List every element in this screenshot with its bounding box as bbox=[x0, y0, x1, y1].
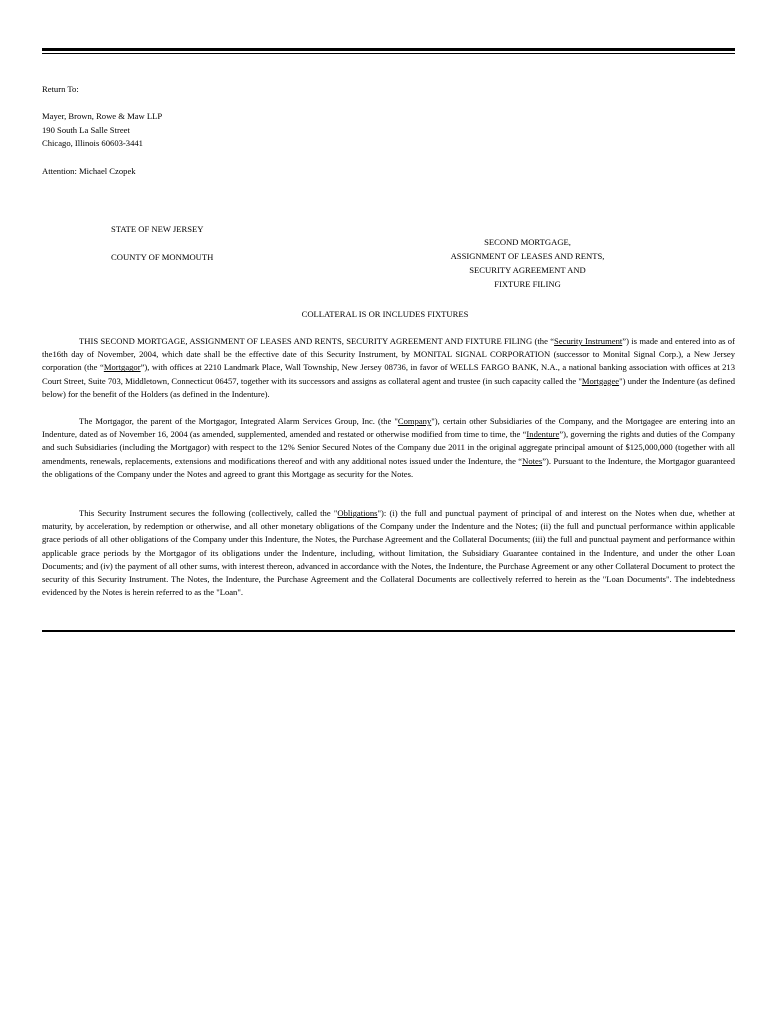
para3-text-1: This Security Instrument secures the following (collectively, called the " bbox=[79, 508, 338, 518]
title-line-3: SECURITY AGREEMENT AND bbox=[469, 265, 586, 275]
defined-term-obligations: Obligations bbox=[337, 508, 378, 518]
firm-street: 190 South La Salle Street bbox=[42, 125, 130, 135]
defined-term-mortgagor: Mortgagor bbox=[103, 362, 141, 373]
attention-line: Attention: Michael Czopek bbox=[42, 166, 136, 176]
para1-text-1: THIS SECOND MORTGAGE, ASSIGNMENT OF LEASES AND RENTS, SECURITY AGREEMENT AND FIXTURE FILING (the “ bbox=[79, 336, 555, 346]
para2-text-3: ”), governing the rights and duties of the Company and such Subsidiaries (including the Mortgagor) with respect to the 12% Senior Secured Notes of the Company due 2011 in the original aggregate principal amount of $125,000,000 (together with all amendments, renewals, replacements, extensions and modifications thereof and with any additional notes issued under the Indenture, the “ bbox=[42, 429, 735, 466]
paragraph-indenture bbox=[42, 415, 735, 481]
firm-city: Chicago, Illinois 60603-3441 bbox=[42, 138, 143, 148]
para2-text-1: The Mortgagor, the parent of the Mortgagor, Integrated Alarm Services Group, Inc. (the " bbox=[79, 416, 398, 426]
top-rule-thin bbox=[42, 53, 735, 54]
title-line-1: SECOND MORTGAGE, bbox=[484, 237, 571, 247]
defined-term-company: Company bbox=[397, 416, 432, 426]
defined-term-indenture: Indenture bbox=[526, 429, 560, 440]
title-line-4: FIXTURE FILING bbox=[494, 279, 561, 289]
document-title-block bbox=[405, 235, 650, 291]
collateral-heading: COLLATERAL IS OR INCLUDES FIXTURES bbox=[301, 309, 469, 319]
return-to-label: Return To: bbox=[42, 84, 79, 94]
para1-text-2: ”) is made and entered into as of the16th day of November, 2004, which date shall be the effective date of this Security Instrument, by MONITAL SIGNAL CORPORATION (successor to Monital Signal Corp.), a New Jersey corporation (the “ bbox=[42, 336, 735, 373]
county-line: COUNTY OF MONMOUTH bbox=[111, 252, 214, 262]
top-rule bbox=[42, 48, 735, 51]
defined-term-mortgagee: Mortgagee bbox=[581, 375, 620, 386]
para1-text-4: ") under the Indenture (as defined below) for the benefit of the Holders (as defined in the Indenture). bbox=[42, 375, 735, 399]
state-line: STATE OF NEW JERSEY bbox=[111, 224, 204, 234]
para2-text-2: "), certain other Subsidiaries of the Company, and the Mortgagee are entering into an Indenture, dated as of November 16, 2004 (as amended, supplemented, amended and restated or otherwise modified from time to time, the “ bbox=[42, 416, 735, 440]
paragraph-intro bbox=[42, 335, 735, 401]
para3-text-2: "): (i) the full and punctual payment of principal of and interest on the Notes when due, whether at maturity, by acceleration, by redemption or otherwise, and all other monetary obligations of the Company under the Indenture and the Notes; (ii) the full and punctual performance within applicable grace periods of all other obligations of the Company under this Indenture, the Notes, the Purchase Agreement and the Collateral Documents; (iii) the full and punctual payment and performance within applicable grace periods by the Mortgagor of its obligations under the Indenture, including, without limitation, the Subsidiary Guarantee contained in the Indenture, and under the other Loan Documents; and (iv) the payment of all other sums, with interest thereon, advanced in accordance with the Notes, the Indenture, the Purchase Agreement or any other Collateral Document to protect the security of this Security Instrument. The Notes, the Indenture, the Purchase Agreement and the Collateral Documents are collectively referred to herein as the "Loan Documents". The indebtedness evidenced by the Notes is herein referred to as the "Loan". bbox=[42, 508, 735, 598]
defined-term-notes: Notes bbox=[522, 455, 543, 466]
firm-name: Mayer, Brown, Rowe & Maw LLP bbox=[42, 111, 163, 121]
paragraph-obligations bbox=[42, 507, 735, 599]
bottom-rule bbox=[42, 630, 735, 632]
title-line-2: ASSIGNMENT OF LEASES AND RENTS, bbox=[450, 251, 605, 261]
para2-text-4: ”). Pursuant to the Indenture, the Mortgagor guaranteed the obligations of the Company under the Notes and agreed to grant this Mortgage as security for the Notes. bbox=[42, 455, 735, 479]
para1-text-3: ”), with offices at 2210 Landmark Place, Wall Township, New Jersey 08736, in favor of WELLS FARGO BANK, N.A., a national banking association with offices at 213 Court Street, Suite 703, Middletown, Connecticut 06457, together with its successors and assigns as collateral agent and trustee (in such capacity called the " bbox=[42, 362, 735, 386]
defined-term-security-instrument: Security Instrument bbox=[554, 336, 623, 346]
